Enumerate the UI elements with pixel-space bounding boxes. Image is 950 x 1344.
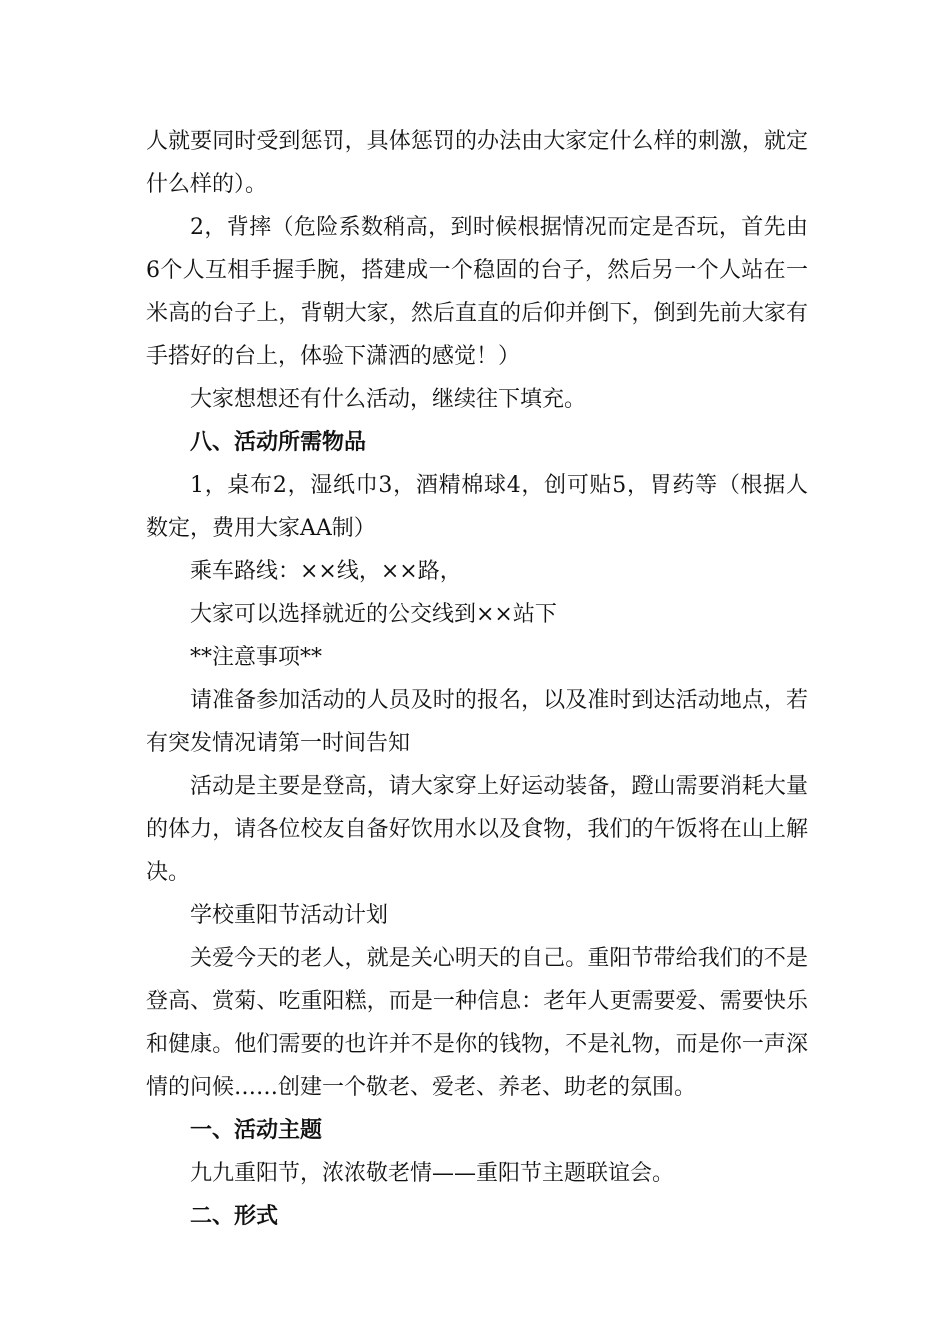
paragraph-bus-stop: 大家可以选择就近的公交线到××站下 [190, 602, 557, 627]
paragraph-notice-title: **注意事项** [190, 645, 323, 670]
paragraph-penalty-continued: 人就要同时受到惩罚，具体惩罚的办法由大家定什么样的刺激，就定什么样的）。 [146, 129, 808, 197]
paragraph-more-activities: 大家想想还有什么活动，继续往下填充。 [190, 387, 587, 412]
paragraph-elderly-care: 关爱今天的老人，就是关心明天的自己。重阳节带给我们的不是登高、赏菊、吃重阳糕，而是一种信息：老年人更需要爱、需要快乐和健康。他们需要的也许并不是你的钱物，不是礼物，而是你一声深情的问候……创建一个敬老、爱老、养老、助老的氛围。 [146, 946, 808, 1100]
paragraph-hiking-advice: 活动是主要是登高，请大家穿上好运动装备，蹬山需要消耗大量的体力，请各位校友自备好饮用水以及食物，我们的午饭将在山上解决。 [146, 774, 808, 885]
heading-supplies: 八、活动所需物品 [190, 430, 367, 455]
paragraph-trust-fall: 2，背摔（危险系数稍高，到时候根据情况而定是否玩，首先由6个人互相手握手腕，搭建成一个稳固的台子，然后另一个人站在一米高的台子上，背朝大家，然后直直的后仰并倒下，倒到先前大家有手搭好的台上，体验下潇洒的感觉！） [146, 215, 808, 369]
paragraph-supplies-list: 1，桌布2，湿纸巾3，酒精棉球4，创可贴5，胃药等（根据人数定，费用大家AA制） [146, 473, 808, 541]
paragraph-bus-route: 乘车路线：××线，××路， [190, 559, 462, 584]
paragraph-plan-title: 学校重阳节活动计划 [190, 903, 389, 928]
paragraph-theme-text: 九九重阳节，浓浓敬老情——重阳节主题联谊会。 [190, 1161, 675, 1186]
paragraph-registration: 请准备参加活动的人员及时的报名，以及准时到达活动地点，若有突发情况请第一时间告知 [146, 688, 808, 756]
heading-theme: 一、活动主题 [190, 1118, 323, 1143]
heading-form: 二、形式 [190, 1204, 279, 1229]
document-body [146, 120, 808, 1238]
